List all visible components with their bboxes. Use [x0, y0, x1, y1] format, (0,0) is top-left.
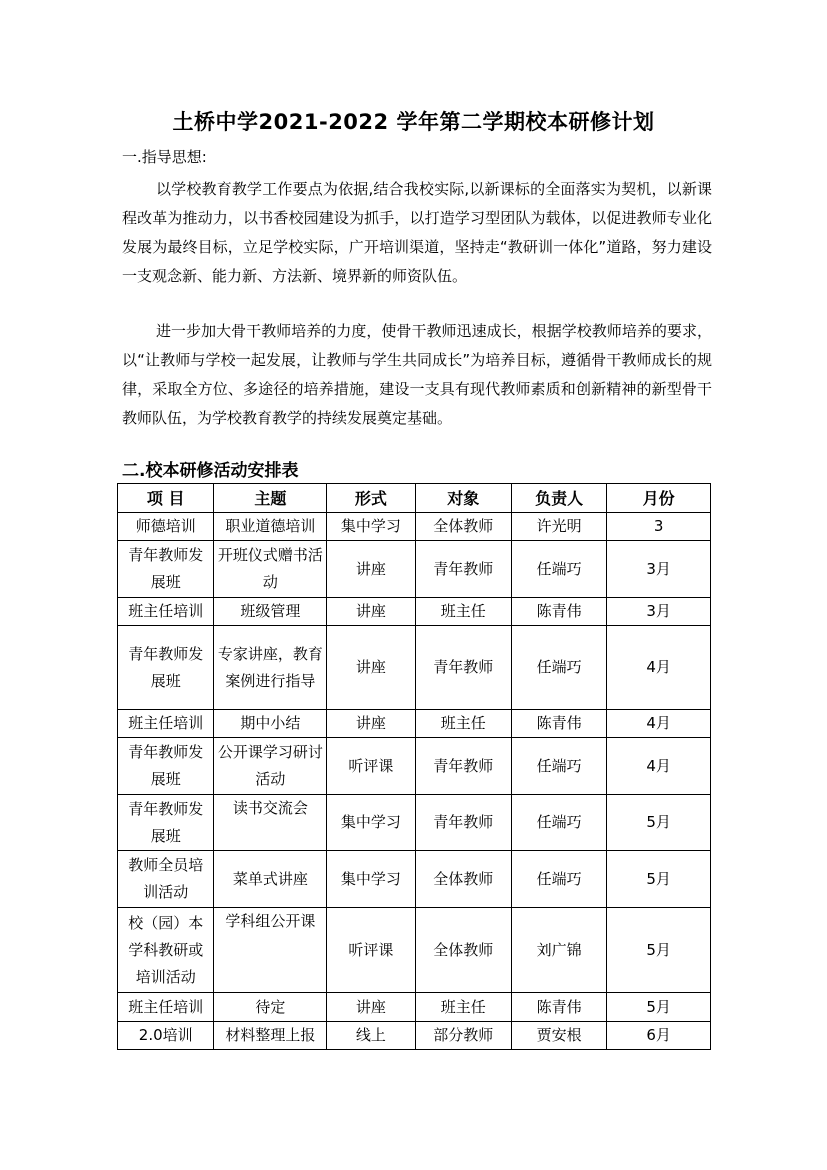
table-row [118, 513, 711, 541]
cell-month: 6月 [607, 1022, 711, 1050]
table-row [118, 626, 711, 710]
cell-form: 集中学习 [327, 513, 415, 541]
table-row [118, 710, 711, 738]
cell-theme: 班级管理 [214, 598, 327, 626]
cell-project: 班主任培训 [118, 993, 214, 1022]
cell-project: 教师全员培训活动 [118, 851, 214, 908]
cell-target: 全体教师 [415, 513, 511, 541]
table-row [118, 738, 711, 795]
cell-month: 5月 [607, 795, 711, 851]
cell-form: 讲座 [327, 598, 415, 626]
cell-form: 讲座 [327, 993, 415, 1022]
cell-owner: 任端巧 [511, 738, 606, 795]
cell-target: 部分教师 [415, 1022, 511, 1050]
cell-target: 班主任 [415, 710, 511, 738]
cell-month: 4月 [607, 626, 711, 710]
cell-theme: 读书交流会 [214, 795, 327, 851]
cell-theme: 专家讲座，教育案例进行指导 [214, 626, 327, 710]
table-header-row [118, 484, 711, 513]
cell-month: 5月 [607, 993, 711, 1022]
cell-form: 听评课 [327, 738, 415, 795]
cell-project: 青年教师发展班 [118, 626, 214, 710]
cell-owner: 任端巧 [511, 851, 606, 908]
cell-target: 青年教师 [415, 626, 511, 710]
cell-target: 全体教师 [415, 908, 511, 993]
cell-theme: 材料整理上报 [214, 1022, 327, 1050]
cell-form: 集中学习 [327, 795, 415, 851]
cell-form: 讲座 [327, 541, 415, 598]
cell-month: 3月 [607, 598, 711, 626]
cell-owner: 刘广锦 [511, 908, 606, 993]
cell-theme: 学科组公开课 [214, 908, 327, 993]
cell-theme: 公开课学习研讨活动 [214, 738, 327, 795]
cell-form: 集中学习 [327, 851, 415, 908]
paragraph-backbone-teachers: 进一步加大骨干教师培养的力度，使骨干教师迅速成长，根据学校教师培养的要求，以“让教师与学校一起发展，让教师与学生共同成长”为培养目标，遵循骨干教师成长的规律，采取全方位、多途径的培养措施，建设一支具有现代教师素质和创新精神的新型骨干教师队伍，为学校教育教学的持续发展奠定基础。 [122, 322, 712, 427]
cell-form: 讲座 [327, 626, 415, 710]
cell-form: 讲座 [327, 710, 415, 738]
header-project: 项 目 [118, 484, 214, 513]
table-row [118, 908, 711, 993]
cell-month: 3 [607, 513, 711, 541]
cell-project: 班主任培训 [118, 710, 214, 738]
cell-target: 全体教师 [415, 851, 511, 908]
cell-month: 4月 [607, 710, 711, 738]
cell-theme: 职业道德培训 [214, 513, 327, 541]
table-row [118, 851, 711, 908]
section2-heading: 二.校本研修活动安排表 [122, 461, 299, 481]
cell-form: 听评课 [327, 908, 415, 993]
table-row [118, 598, 711, 626]
cell-owner: 任端巧 [511, 795, 606, 851]
cell-project: 师德培训 [118, 513, 214, 541]
cell-owner: 贾安根 [511, 1022, 606, 1050]
cell-owner: 任端巧 [511, 541, 606, 598]
activity-schedule-table [117, 483, 711, 1050]
cell-project: 校（园）本学科教研或培训活动 [118, 908, 214, 993]
cell-target: 班主任 [415, 598, 511, 626]
cell-project: 班主任培训 [118, 598, 214, 626]
cell-owner: 任端巧 [511, 626, 606, 710]
header-owner: 负责人 [511, 484, 606, 513]
cell-month: 4月 [607, 738, 711, 795]
table-row [118, 795, 711, 851]
table-row [118, 993, 711, 1022]
cell-theme: 菜单式讲座 [214, 851, 327, 908]
cell-project: 青年教师发展班 [118, 795, 214, 851]
section1-heading: 一.指导思想: [122, 148, 207, 166]
header-month: 月份 [607, 484, 711, 513]
cell-owner: 陈青伟 [511, 598, 606, 626]
paragraph-guiding-ideas: 以学校教育教学工作要点为依据,结合我校实际,以新课标的全面落实为契机，以新课程改革为推动力，以书香校园建设为抓手，以打造学习型团队为载体，以促进教师专业化发展为最终目标，立足学校实际，广开培训渠道，坚持走“教研训一体化”道路，努力建设一支观念新、能力新、方法新、境界新的师资队伍。 [122, 180, 712, 285]
cell-month: 5月 [607, 908, 711, 993]
cell-project: 青年教师发展班 [118, 738, 214, 795]
document-title: 土桥中学2021-2022 学年第二学期校本研修计划 [172, 110, 655, 134]
cell-target: 青年教师 [415, 738, 511, 795]
cell-month: 5月 [607, 851, 711, 908]
cell-month: 3月 [607, 541, 711, 598]
cell-owner: 许光明 [511, 513, 606, 541]
cell-owner: 陈青伟 [511, 993, 606, 1022]
header-form: 形式 [327, 484, 415, 513]
header-target: 对象 [415, 484, 511, 513]
cell-target: 班主任 [415, 993, 511, 1022]
cell-target: 青年教师 [415, 541, 511, 598]
cell-target: 青年教师 [415, 795, 511, 851]
cell-theme: 期中小结 [214, 710, 327, 738]
cell-form: 线上 [327, 1022, 415, 1050]
cell-project: 青年教师发展班 [118, 541, 214, 598]
table-row [118, 541, 711, 598]
cell-project: 2.0培训 [118, 1022, 214, 1050]
cell-theme: 开班仪式赠书活动 [214, 541, 327, 598]
header-theme: 主题 [214, 484, 327, 513]
table-row [118, 1022, 711, 1050]
cell-theme: 待定 [214, 993, 327, 1022]
cell-owner: 陈青伟 [511, 710, 606, 738]
